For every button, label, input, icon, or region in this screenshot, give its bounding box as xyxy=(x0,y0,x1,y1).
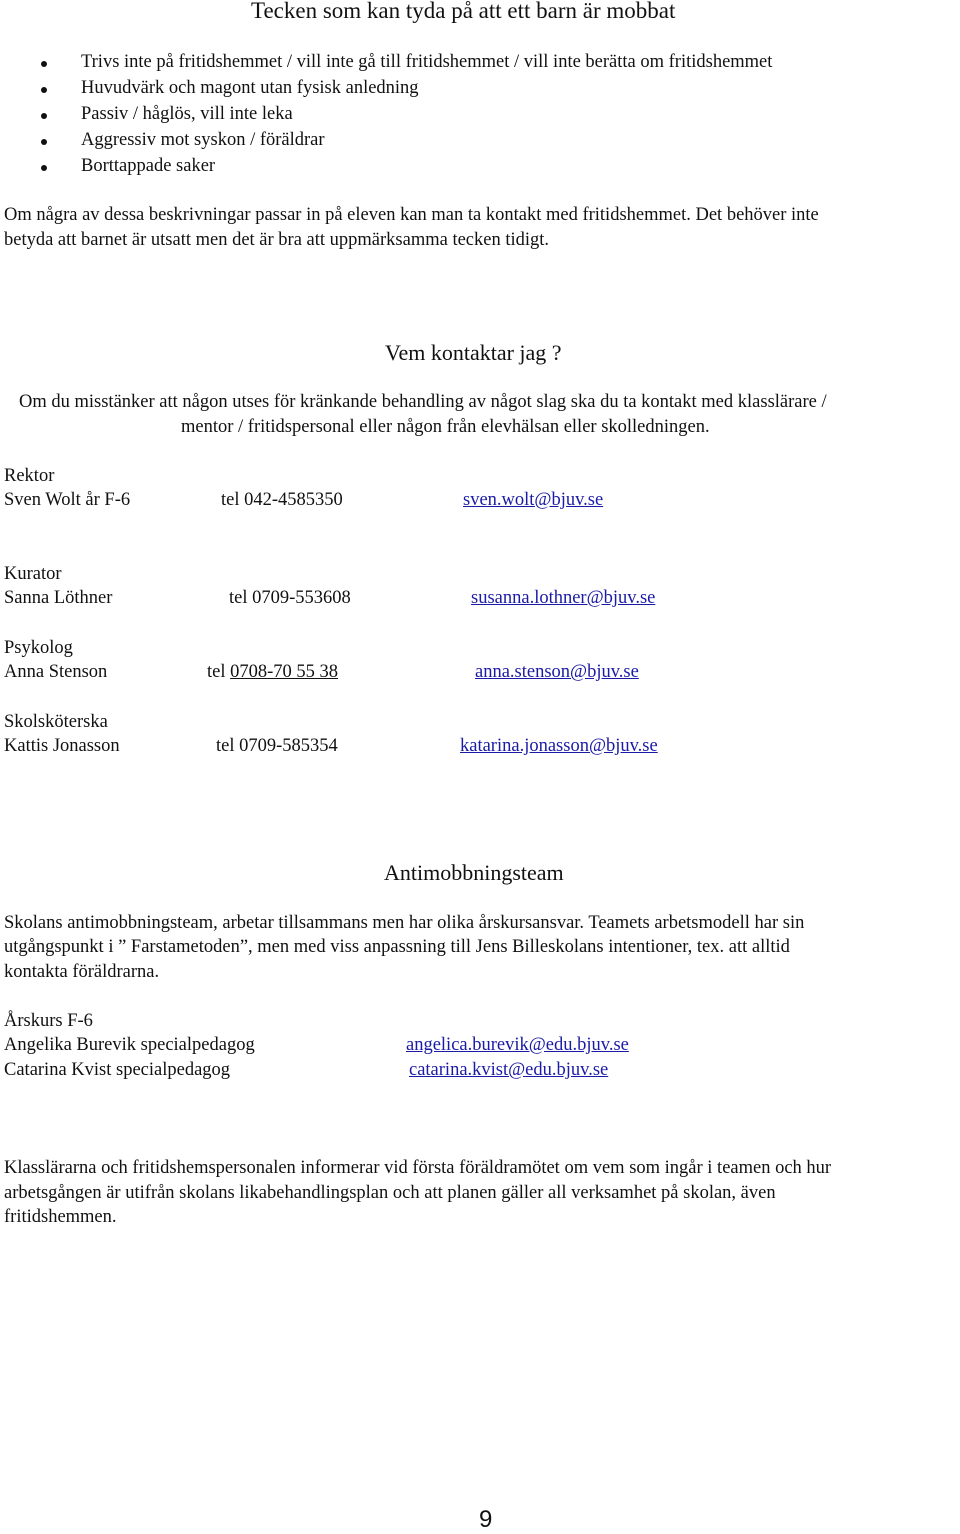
tel-number: 0709-585354 xyxy=(239,736,338,756)
team-member-email-link[interactable]: catarina.kvist@edu.bjuv.se xyxy=(409,1060,609,1080)
section-title-contacts: Vem kontaktar jag ? xyxy=(385,340,562,365)
contact-name: Sven Wolt år F-6 xyxy=(4,490,131,510)
bullet-item: Trivs inte på fritidshemmet / vill inte gå till fritidshemmet / vill inte berätta om fritidshemmet xyxy=(81,52,773,72)
team-paragraph-line: kontakta föräldrarna. xyxy=(4,962,160,982)
contact-phone xyxy=(216,736,338,757)
closing-paragraph-line: fritidshemmen. xyxy=(4,1207,117,1227)
contact-phone xyxy=(229,588,351,609)
tel-prefix: tel xyxy=(207,662,226,682)
team-paragraph-line: utgångspunkt i ” Farstametoden”, men med viss anpassning till Jens Billeskolans intentioner, tex. att alltid xyxy=(4,937,790,957)
contact-email-link[interactable]: anna.stenson@bjuv.se xyxy=(475,662,639,682)
signs-paragraph-line: Om några av dessa beskrivningar passar in på eleven kan man ta kontakt med fritidshemmet. Det behöver inte xyxy=(4,205,819,225)
contact-role: Skolsköterska xyxy=(4,712,108,732)
contact-name: Anna Stenson xyxy=(4,662,108,682)
bullet-item: Borttappade saker xyxy=(81,156,216,176)
closing-paragraph-line: Klasslärarna och fritidshemspersonalen informerar vid första föräldramötet om vem som ingår i teamen och hur xyxy=(4,1158,832,1178)
bullet-item: Huvudvärk och magont utan fysisk anledning xyxy=(81,78,419,98)
bullet-item: Aggressiv mot syskon / föräldrar xyxy=(81,130,325,150)
contact-email-link[interactable]: sven.wolt@bjuv.se xyxy=(463,490,604,510)
bullet-item: Passiv / håglös, vill inte leka xyxy=(81,104,293,124)
contact-email-link[interactable]: katarina.jonasson@bjuv.se xyxy=(460,736,658,756)
page-number: 9 xyxy=(479,1506,493,1533)
section-title-antibullying: Antimobbningsteam xyxy=(384,860,564,885)
contact-name: Kattis Jonasson xyxy=(4,736,120,756)
tel-number[interactable]: 0708-70 55 38 xyxy=(230,662,339,682)
tel-prefix: tel xyxy=(216,736,235,756)
team-paragraph-line: Skolans antimobbningsteam, arbetar tillsammans men har olika årskursansvar. Teamets arbetsmodell har sin xyxy=(4,913,805,933)
tel-number: 0709-553608 xyxy=(252,588,351,608)
tel-prefix: tel xyxy=(221,490,240,510)
contacts-intro-line: mentor / fritidspersonal eller någon från elevhälsan eller skolledningen. xyxy=(181,417,710,437)
team-member-email-link[interactable]: angelica.burevik@edu.bjuv.se xyxy=(406,1035,629,1055)
team-grade-heading: Årskurs F-6 xyxy=(4,1011,93,1031)
tel-number: 042-4585350 xyxy=(244,490,343,510)
contact-phone xyxy=(221,490,343,511)
tel-prefix: tel xyxy=(229,588,248,608)
team-member-name: Angelika Burevik specialpedagog xyxy=(4,1035,255,1055)
bullet-icon xyxy=(41,61,47,67)
bullet-icon xyxy=(41,139,47,145)
contact-role: Psykolog xyxy=(4,638,73,658)
signs-paragraph-line: betyda att barnet är utsatt men det är bra att uppmärksamma tecken tidigt. xyxy=(4,230,550,250)
bullet-icon xyxy=(41,165,47,171)
contact-email-link[interactable]: susanna.lothner@bjuv.se xyxy=(471,588,656,608)
contact-role: Kurator xyxy=(4,564,62,584)
section-title-signs: Tecken som kan tyda på att ett barn är mobbat xyxy=(251,0,676,23)
contact-role: Rektor xyxy=(4,466,55,486)
bullet-icon xyxy=(41,87,47,93)
contacts-intro-line: Om du misstänker att någon utses för kränkande behandling av något slag ska du ta kontakt med klasslärare / xyxy=(19,392,827,412)
bullet-icon xyxy=(41,113,47,119)
contact-phone xyxy=(207,662,338,683)
team-member-name: Catarina Kvist specialpedagog xyxy=(4,1060,231,1080)
contact-name: Sanna Löthner xyxy=(4,588,113,608)
closing-paragraph-line: arbetsgången är utifrån skolans likabehandlingsplan och att planen gäller all verksamhet på skolan, även xyxy=(4,1183,776,1203)
